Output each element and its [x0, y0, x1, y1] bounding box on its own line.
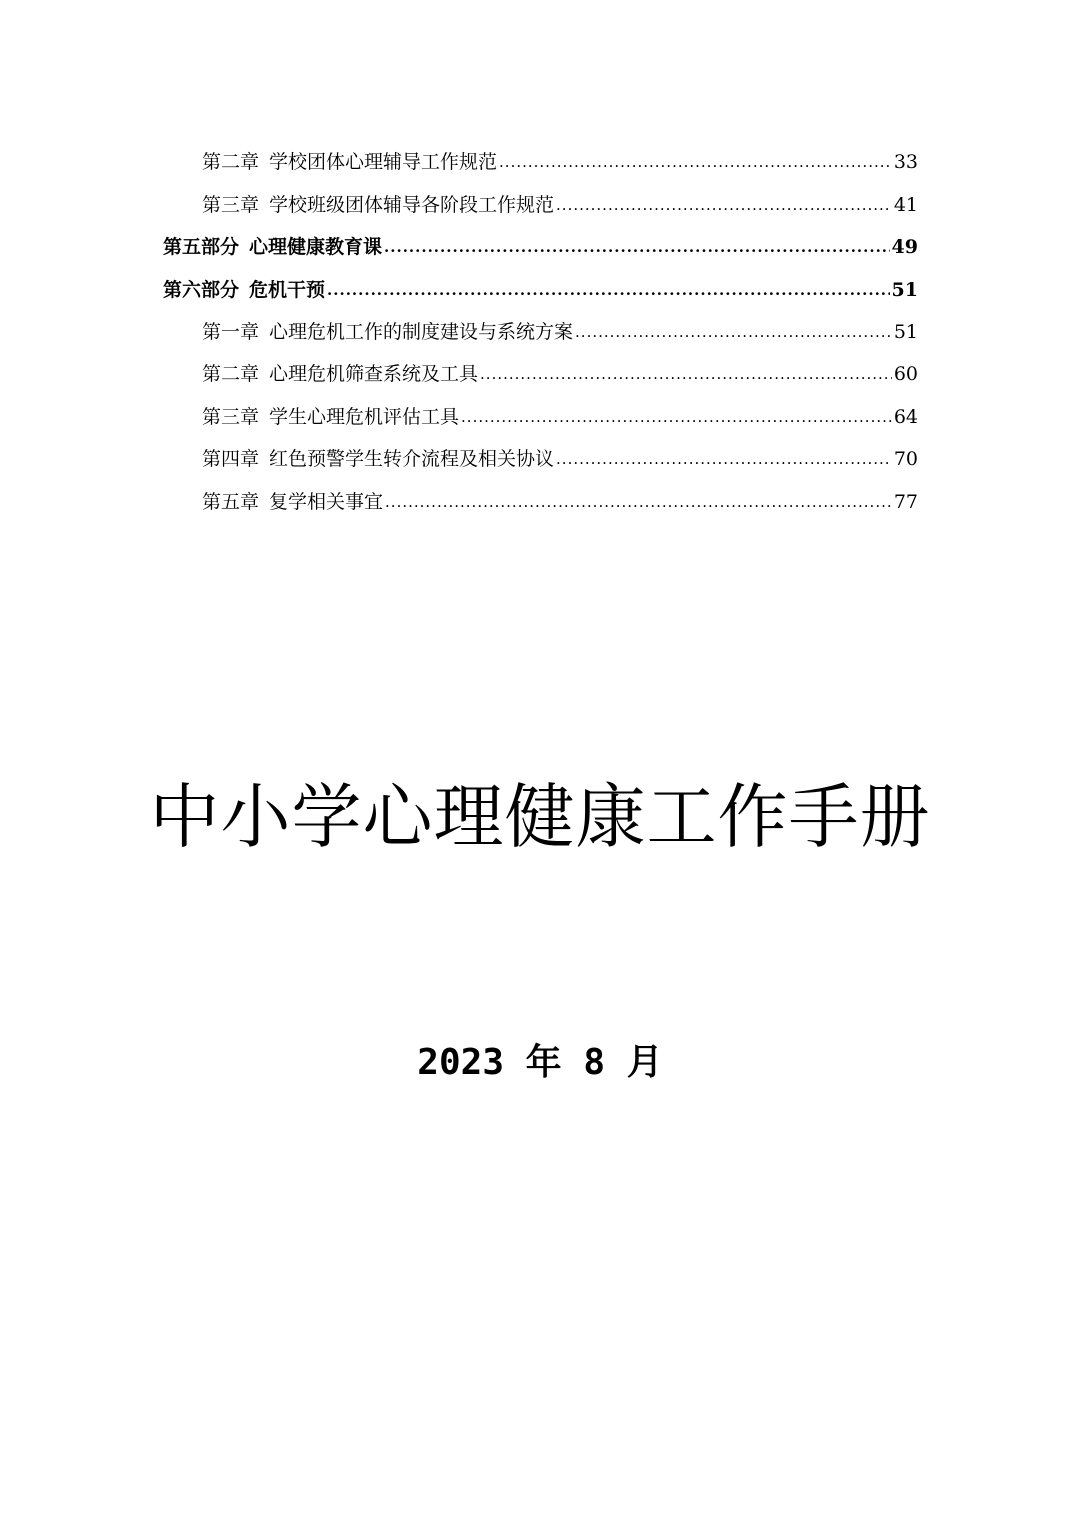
- toc-entry-number: 第二章: [202, 151, 260, 174]
- toc-entry-number: 第三章: [202, 405, 260, 428]
- toc-page-number: 51: [893, 320, 918, 343]
- toc-entry[interactable]: [163, 178, 918, 220]
- toc-part-entry[interactable]: [163, 263, 918, 305]
- toc-entry-title: 心理危机筛查系统及工具: [269, 363, 479, 386]
- toc-dot-leader: [327, 277, 890, 306]
- toc-entry-number: 第五部分: [163, 236, 240, 259]
- table-of-contents: [163, 136, 918, 518]
- toc-entry-number: 第一章: [202, 320, 260, 343]
- toc-entry-title: 学生心理危机评估工具: [269, 405, 460, 428]
- toc-dot-leader: [480, 361, 892, 390]
- toc-entry-number: 第二章: [202, 363, 260, 386]
- toc-entry[interactable]: [163, 306, 918, 348]
- toc-page-number: 49: [891, 236, 918, 259]
- toc-page-number: 60: [893, 363, 918, 386]
- toc-page-number: 77: [893, 490, 918, 513]
- toc-page-number: 70: [893, 448, 918, 471]
- toc-entry[interactable]: [163, 136, 918, 178]
- toc-dot-leader: [499, 149, 892, 178]
- toc-page-number: 64: [893, 405, 918, 428]
- toc-dot-leader: [461, 404, 892, 433]
- toc-dot-leader: [556, 192, 892, 221]
- toc-dot-leader: [384, 234, 890, 263]
- toc-entry-title: 红色预警学生转介流程及相关协议: [269, 448, 555, 471]
- toc-entry[interactable]: [163, 348, 918, 390]
- toc-entry-title: 学校团体心理辅导工作规范: [269, 151, 498, 174]
- toc-entry-title: 复学相关事宜: [269, 490, 384, 513]
- toc-dot-leader: [575, 319, 892, 348]
- toc-page-number: 41: [893, 193, 918, 216]
- toc-entry[interactable]: [163, 475, 918, 517]
- toc-entry-title: 学校班级团体辅导各阶段工作规范: [269, 193, 555, 216]
- toc-page-number: 51: [891, 278, 918, 301]
- toc-entry[interactable]: [163, 390, 918, 432]
- toc-page-number: 33: [893, 151, 918, 174]
- document-title: 中小学心理健康工作手册: [149, 776, 931, 858]
- toc-entry-title: 心理健康教育课: [249, 236, 383, 259]
- toc-entry-number: 第四章: [202, 448, 260, 471]
- toc-dot-leader: [556, 446, 892, 475]
- toc-entry-title: 危机干预: [249, 278, 326, 301]
- document-date: 2023 年 8 月: [417, 1042, 663, 1083]
- toc-entry-number: 第五章: [202, 490, 260, 513]
- toc-entry-title: 心理危机工作的制度建设与系统方案: [269, 320, 574, 343]
- toc-entry-number: 第六部分: [163, 278, 240, 301]
- toc-dot-leader: [385, 489, 892, 518]
- toc-part-entry[interactable]: [163, 221, 918, 263]
- toc-entry[interactable]: [163, 433, 918, 475]
- toc-entry-number: 第三章: [202, 193, 260, 216]
